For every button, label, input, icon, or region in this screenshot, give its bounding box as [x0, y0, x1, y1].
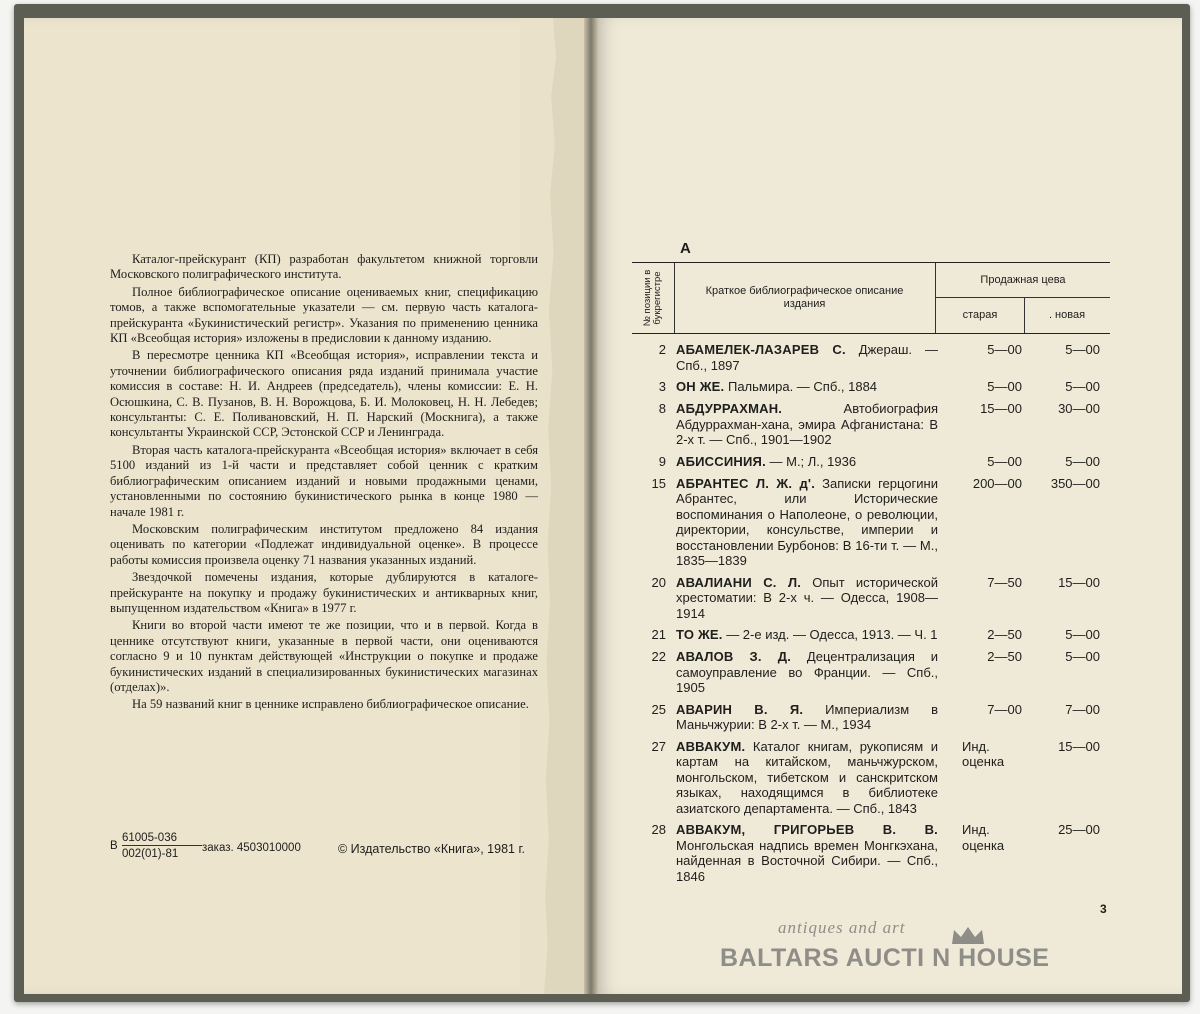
paragraph: На 59 названий книг в ценнике исправлено библиографическое описание. [132, 697, 529, 712]
table-row [632, 649, 1112, 696]
table-row [632, 379, 1112, 395]
paragraph: В пересмотре ценника КП «Всеобщая история», исправлении текста и уточнении библиографического описания ряда изданий принимала участие комиссия в составе: Н. И. Андреев (председатель), члены комиссии: Е. Н. Осюшкина, С. В. Пузанов, В. Н. Ворожцова, Б. И. Молоковец, Н. Н. Лебедев; консультанты: С. Е. Поливановский, Н. П. Нарский (Москнига), а также консультанты Украинской ССР, Эстонской ССР и Ленинграда. [110, 348, 538, 440]
row-position: 28 [651, 822, 666, 837]
row-new-price: 15—00 [1058, 574, 1100, 590]
row-description [676, 702, 938, 733]
paragraph: Каталог-прейскурант (КП) разработан факультетом книжной торговли Московского полиграфического института. [110, 252, 538, 282]
table-row [632, 627, 1112, 643]
header-new-price: . новая [1048, 309, 1086, 321]
row-author: АВАРИН В. Я. [676, 701, 804, 717]
row-description [676, 627, 938, 643]
row-new-price: 5—00 [1065, 379, 1100, 394]
section-letter: А [680, 240, 691, 257]
row-author: АВАЛОВ З. Д. [676, 649, 792, 664]
table-row [632, 401, 1112, 448]
row-description [676, 649, 938, 696]
row-title: Монгольская надпись времен Монгкэхана, найденная в Восточной Сибири. — Спб., 1846 [676, 837, 938, 884]
row-author: АБРАНТЕС Л. Ж. д'. [676, 475, 816, 491]
row-position: 3 [658, 379, 666, 394]
row-position: 25 [651, 701, 666, 717]
table-row [632, 575, 1112, 622]
row-new-price: 5—00 [1065, 453, 1100, 469]
table-row [632, 702, 1112, 733]
row-title: Империализм в Маньчжурии: В 2-х т. — М., 1934 [676, 701, 938, 732]
page-number: 3 [1100, 902, 1107, 916]
row-old-price: 15—00 [980, 401, 1022, 416]
row-title: Каталог книгам, рукописям и картам на китайском, маньчжурском, монгольском, тибетском и санскритском языках, находящимся в библиотеке азиатского департамента. — Спб., 1843 [676, 738, 938, 816]
row-title: — М.; Л., 1936 [765, 453, 857, 469]
row-old-price: Инд. оценка [962, 822, 1005, 853]
row-new-price: 15—00 [1058, 738, 1100, 754]
row-author: АВВАКУМ, ГРИГОРЬЕВ В. В. [676, 822, 938, 837]
paragraph: Книги во второй части имеют те же позиции, что и в первой. Когда в ценнике отсутствуют книги, указанные в первой части, они оцениваются согласно 9 и 10 пунктам действующей «Инструкции о покупке и продаже букинистических изданий в специализированных букинистических магазинах (отделах)». [110, 618, 538, 694]
imprint-letter: В [110, 840, 118, 852]
imprint-publisher: © Издательство «Книга», 1981 г. [338, 842, 525, 856]
row-position: 27 [651, 738, 666, 754]
row-author: АВАЛИАНИ С. Л. [676, 574, 802, 590]
paragraph: Полное библиографическое описание оцениваемых книг, спецификацию томов, а также вспомогательные указатели — см. первую часть каталога-прейскуранта «Букинистический регистр». Указания по применению ценника КП «Всеобщая история» изложены в предисловии к данному изданию. [110, 284, 538, 346]
imprint-order: заказ. 4503010000 [202, 842, 301, 854]
row-description [676, 822, 938, 884]
row-new-price: 5—00 [1065, 627, 1100, 642]
book-gutter [584, 18, 598, 994]
imprint-denominator: 002(01)-81 [122, 848, 179, 860]
row-title: Опыт исторической хрестоматии: В 2-х ч. — Одесса, 1908—1914 [676, 574, 938, 621]
row-author: АБДУРРАХМАН. [676, 401, 783, 416]
row-new-price: 5—00 [1065, 342, 1100, 357]
row-new-price: 30—00 [1058, 401, 1100, 416]
row-description [676, 739, 938, 817]
row-position: 22 [651, 649, 666, 664]
row-author: АБАМЕЛЕК-ЛАЗАРЕВ С. [676, 342, 846, 357]
row-position: 8 [658, 401, 666, 416]
auction-watermark [720, 918, 1120, 980]
table-row [632, 739, 1112, 817]
row-new-price: 25—00 [1058, 822, 1100, 837]
header-old-price: старая [936, 297, 1025, 333]
row-title: Пальмира. — Спб., 1884 [724, 379, 878, 394]
row-old-price: Инд. оценка [962, 738, 1005, 769]
imprint-code [122, 832, 202, 860]
row-old-price: 2—50 [987, 627, 1022, 642]
row-author: ОН ЖЕ. [676, 379, 725, 394]
row-author: ТО ЖЕ. [676, 627, 723, 642]
row-new-price: 7—00 [1065, 701, 1100, 717]
row-description [676, 379, 938, 395]
row-author: АБИССИНИЯ. [676, 453, 766, 469]
row-description [676, 342, 938, 373]
header-position-col [632, 263, 675, 333]
row-title: Джераш. — Спб., 1897 [676, 342, 938, 373]
table-row [632, 342, 1112, 373]
paragraph: Звездочкой помечены издания, которые дублируются в каталоге-прейскуранте на покупку и продажу букинистических и антикварных книг, выпущенном издательством «Книга» в 1977 г. [110, 570, 538, 615]
catalog-rows [632, 342, 1112, 890]
row-description [676, 476, 938, 569]
watermark-subtitle: antiques and art [778, 918, 906, 937]
paragraph: Вторая часть каталога-прейскуранта «Всеобщая история» включает в себя 5100 изданий из 1-й части и представляет собой ценник с кратким библиографическим описанием изданий и новыми продажными ценами, установленными по состоянию букинистического рынка в конце 1980 — начале 1981 г. [110, 442, 538, 519]
header-price-group: Продажная цева [936, 263, 1110, 298]
header-position-label: № позиции в букрегистре [642, 269, 663, 327]
row-new-price: 5—00 [1065, 649, 1100, 664]
row-old-price: 2—50 [987, 649, 1022, 664]
imprint [110, 832, 560, 872]
row-old-price: 7—00 [987, 701, 1022, 717]
row-old-price: 5—00 [987, 453, 1022, 469]
row-description [676, 401, 938, 448]
row-position: 9 [658, 453, 666, 469]
watermark-title: BALTARS AUCTI N HOUSE [720, 944, 1050, 972]
table-header [632, 262, 1110, 334]
row-title: Автобиография Абдуррахман-хана, эмира Афганистана: В 2-х т. — Спб., 1901—1902 [676, 401, 938, 447]
row-title: Децентрализация и самоуправление во Франции. — Спб., 1905 [676, 649, 938, 695]
row-old-price: 7—50 [987, 574, 1022, 590]
row-author: АВВАКУМ. [676, 738, 746, 754]
paragraph: Московским полиграфическим институтом предложено 84 издания оценивать по категории «Подлежат индивидуальной оценке». В процессе работы комиссия произвела оценку 71 названия указанных изданий. [110, 521, 538, 567]
row-old-price: 200—00 [972, 475, 1022, 491]
row-description [676, 575, 938, 622]
table-row [632, 476, 1112, 569]
row-description [676, 454, 938, 470]
row-position: 2 [658, 342, 666, 357]
table-row [632, 822, 1112, 884]
row-position: 15 [651, 475, 666, 491]
row-position: 21 [651, 627, 666, 642]
table-row [632, 454, 1112, 470]
imprint-numerator: 61005-036 [122, 832, 202, 846]
row-title: Записки герцогини Абрантес, или Исторические воспоминания о Наполеоне, о революции, директории, консульстве, империи и восстановлении Бурбонов: В 16-ти т. — М., 1835—1839 [676, 475, 938, 568]
row-new-price: 350—00 [1050, 475, 1100, 491]
row-old-price: 5—00 [987, 342, 1022, 357]
row-position: 20 [651, 574, 666, 590]
row-old-price: 5—00 [987, 379, 1022, 394]
left-page-text [110, 252, 538, 715]
header-description-col: Краткое библиографическое описание издания [674, 263, 936, 333]
row-title: — 2-е изд. — Одесса, 1913. — Ч. 1 [722, 627, 938, 642]
